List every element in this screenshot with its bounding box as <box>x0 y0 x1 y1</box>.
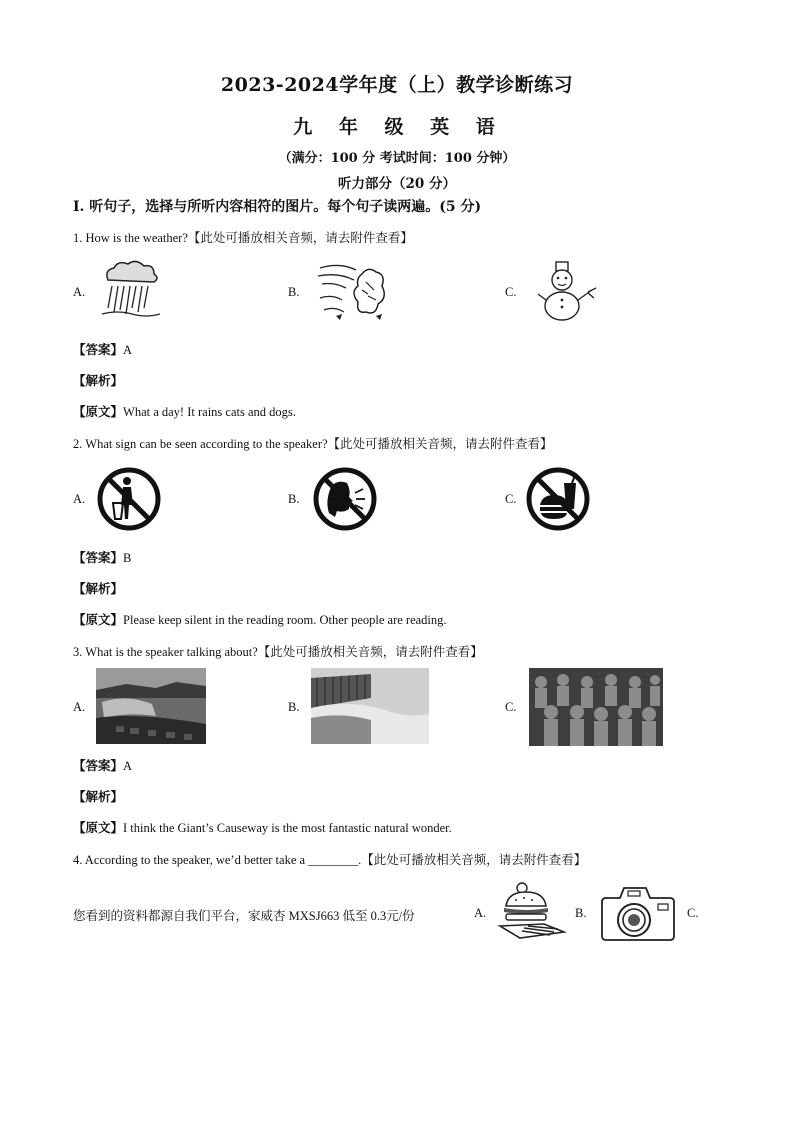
q3-transcript: 【原文】I think the Giant’s Causeway is the most fantastic natural wonder. <box>73 821 452 835</box>
q3-answer: 【答案】A <box>73 759 133 773</box>
question-3-prompt: 3. What is the speaker talking about?【此处可播放相关音频，请去附件查看】 <box>73 645 483 659</box>
question-1-prompt: 1. How is the weather?【此处可播放相关音频，请去附件查看】 <box>73 231 413 245</box>
q3-option-b-label[interactable]: B. <box>288 700 300 714</box>
section-heading: I. 听句子，选择与所听内容相符的图片。每个句子读两遍。(5 分) <box>73 199 482 215</box>
q1-option-a-label[interactable]: A. <box>73 285 86 299</box>
q2-analysis: 【解析】 <box>73 582 124 596</box>
exam-info: （满分：100 分 考试时间：100 分钟） <box>278 151 516 166</box>
q1-answer: 【答案】A <box>73 343 133 357</box>
question-2-prompt: 2. What sign can be seen according to the speaker?【此处可播放相关音频，请去附件查看】 <box>73 437 553 451</box>
fast-food-icon <box>494 880 570 944</box>
page-title: 2023-2024学年度（上）教学诊断练习 <box>220 74 574 96</box>
page-subtitle: 九 年 级 英 语 <box>293 116 501 138</box>
platform-note: 您看到的资料都源自我们平台，家威杏 MXSJ663 低至 0.3元/份 <box>73 909 415 923</box>
terracotta-warriors-photo <box>529 668 663 746</box>
q4-option-b-label[interactable]: B. <box>575 906 587 920</box>
camera-icon <box>600 882 676 944</box>
question-4-prompt: 4. According to the speaker, we’d better take a ________.【此处可播放相关音频，请去附件查看】 <box>73 853 587 867</box>
snowman-icon <box>536 260 604 322</box>
no-talking-sign-icon <box>313 467 377 531</box>
q3-option-c-label[interactable]: C. <box>505 700 517 714</box>
q3-analysis: 【解析】 <box>73 790 124 804</box>
q3-option-a-label[interactable]: A. <box>73 700 86 714</box>
q4-option-a-label[interactable]: A. <box>474 906 487 920</box>
q1-transcript: 【原文】What a day! It rains cats and dogs. <box>73 405 296 419</box>
q2-option-a-label[interactable]: A. <box>73 492 86 506</box>
q1-option-b-label[interactable]: B. <box>288 285 300 299</box>
q1-option-c-label[interactable]: C. <box>505 285 517 299</box>
q1-analysis: 【解析】 <box>73 374 124 388</box>
no-littering-sign-icon <box>97 467 161 531</box>
dam-photo <box>311 668 429 744</box>
q2-option-b-label[interactable]: B. <box>288 492 300 506</box>
q4-option-c-label[interactable]: C. <box>687 906 699 920</box>
listening-part-heading: 听力部分（20 分） <box>338 176 456 192</box>
giants-causeway-photo <box>96 668 206 744</box>
q2-answer: 【答案】B <box>73 551 132 565</box>
wind-icon <box>316 260 392 322</box>
q2-option-c-label[interactable]: C. <box>505 492 517 506</box>
rain-cloud-icon <box>98 258 164 320</box>
no-eating-sign-icon <box>526 467 590 531</box>
q2-transcript: 【原文】Please keep silent in the reading room. Other people are reading. <box>73 613 447 627</box>
